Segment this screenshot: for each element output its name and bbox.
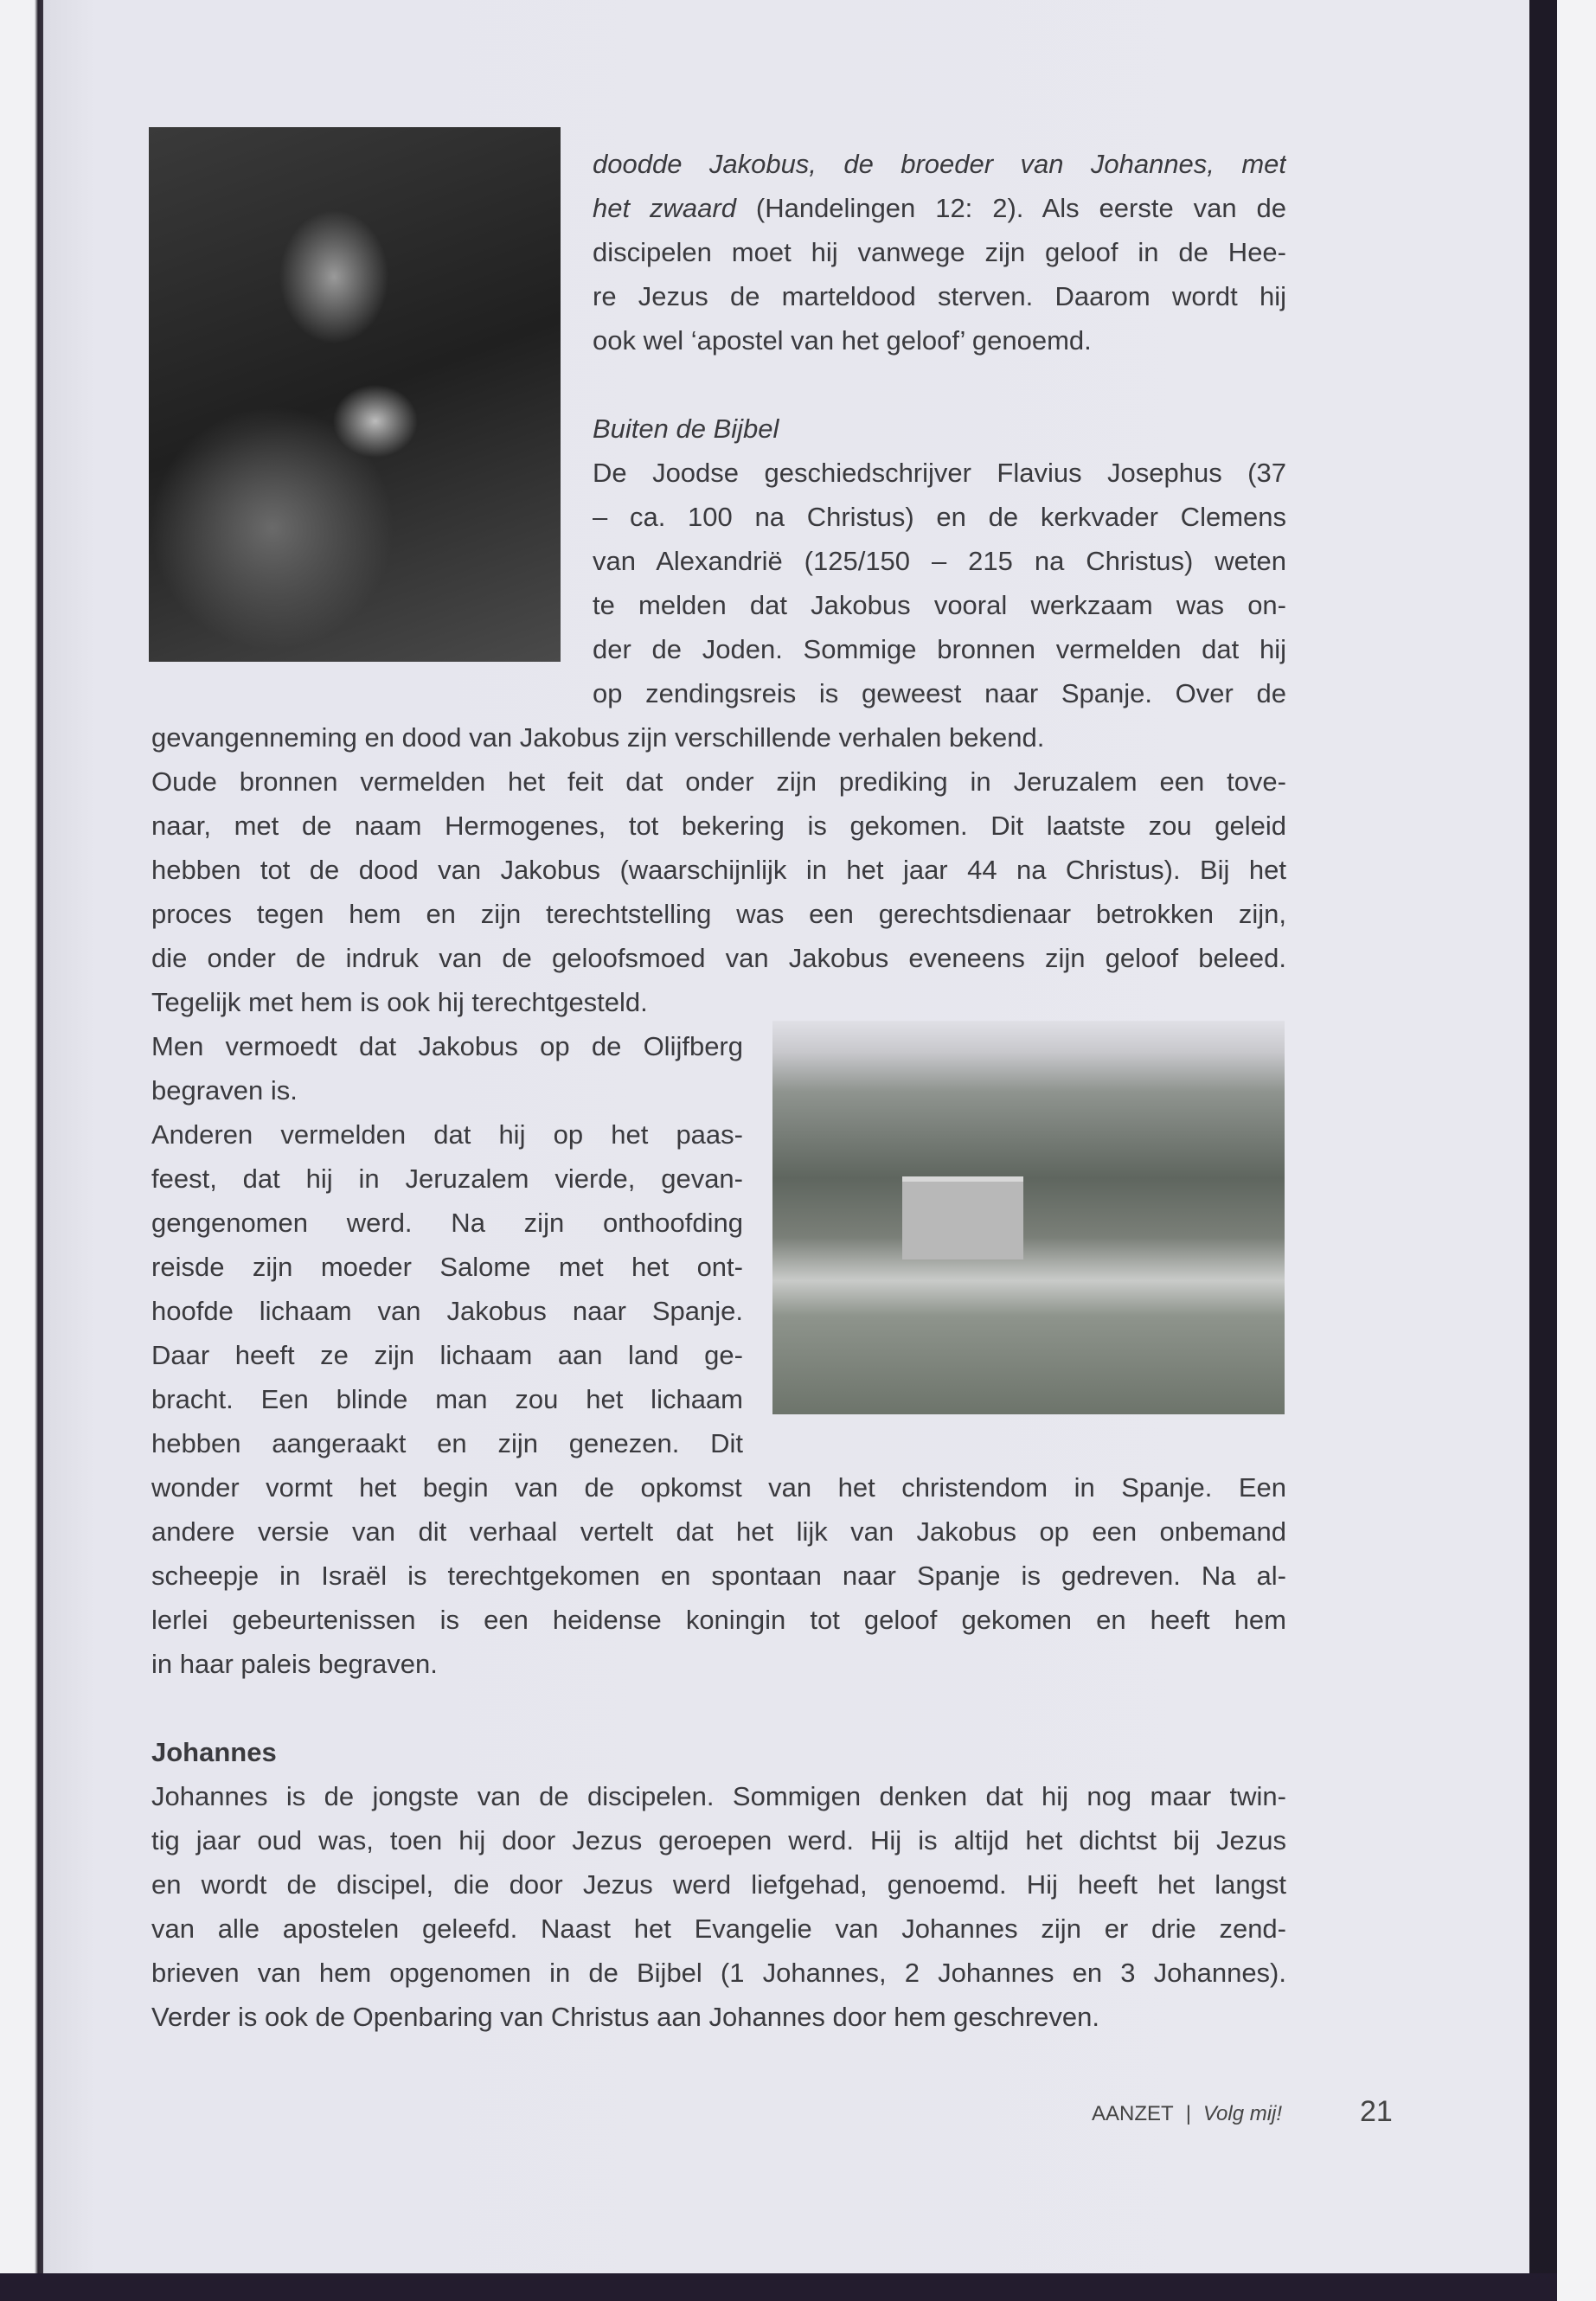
text-line: Tegelijk met hem is ook hij terechtgesteld. [151, 987, 648, 1017]
text-line: en wordt de discipel, die door Jezus werd liefgehad, genoemd. Hij heeft het langst [151, 1869, 1286, 1900]
text-line: Verder is ook de Openbaring van Christus aan Johannes door hem geschreven. [151, 2002, 1100, 2032]
text-line: van alle apostelen geleefd. Naast het Evangelie van Johannes zijn er drie zend- [151, 1913, 1286, 1944]
text-line: hebben aangeraakt en zijn genezen. Dit [151, 1428, 743, 1458]
text-line: re Jezus de marteldood sterven. Daarom wordt hij [593, 281, 1286, 311]
footer-series: AANZET [1092, 2102, 1174, 2125]
scan-edge-left [0, 0, 43, 2301]
text-line: der de Joden. Sommige bronnen vermelden dat hij [593, 634, 1286, 664]
scan-edge-right [1529, 0, 1557, 2301]
article-body [151, 142, 1286, 2039]
footer-title: Volg mij! [1202, 2102, 1283, 2125]
text-line: Johannes is de jongste van de discipelen. Sommigen denken dat hij nog maar twin- [151, 1781, 1286, 1811]
footer-separator: | [1185, 2102, 1191, 2125]
text-line: doodde Jakobus, de broeder van Johannes, met [593, 149, 1286, 179]
text-line: – ca. 100 na Christus) en de kerkvader Clemens [593, 502, 1286, 532]
text-line: Anderen vermelden dat hij op het paas- [151, 1119, 743, 1150]
text-line: hoofde lichaam van Jakobus naar Spanje. [151, 1296, 743, 1326]
text-line: brieven van hem opgenomen in de Bijbel (1 Johannes, 2 Johannes en 3 Johannes). [151, 1958, 1286, 1988]
text-line: proces tegen hem en zijn terechtstelling was een gerechtsdienaar betrokken zijn, [151, 899, 1286, 929]
text-line: bracht. Een blinde man zou het lichaam [151, 1384, 743, 1414]
text-line: naar, met de naam Hermogenes, tot bekering is gekomen. Dit laatste zou geleid [151, 811, 1286, 841]
text-line: feest, dat hij in Jeruzalem vierde, gevan- [151, 1163, 743, 1194]
scan-edge-bottom [0, 2273, 1557, 2301]
running-footer [1092, 2102, 1282, 2126]
text-line: Oude bronnen vermelden het feit dat onder zijn prediking in Jeruzalem een tove- [151, 766, 1286, 797]
blank-line [151, 1686, 1286, 1730]
text-line: tig jaar oud was, toen hij door Jezus geroepen werd. Hij is altijd het dichtst bij Jezus [151, 1825, 1286, 1856]
text-line: Daar heeft ze zijn lichaam aan land ge- [151, 1340, 743, 1370]
text-line: in haar paleis begraven. [151, 1649, 438, 1679]
blank-line [151, 362, 1286, 407]
text-line: gevangenneming en dood van Jakobus zijn verschillende verhalen bekend. [151, 722, 1045, 753]
subheading: Buiten de Bijbel [593, 413, 779, 444]
text-line: op zendingsreis is geweest naar Spanje. Over de [593, 678, 1286, 708]
text-line: te melden dat Jakobus vooral werkzaam was on- [593, 590, 1286, 620]
text-line: reisde zijn moeder Salome met het ont- [151, 1252, 743, 1282]
text-line: lerlei gebeurtenissen is een heidense koningin tot geloof gekomen en heeft hem [151, 1605, 1286, 1635]
text-line: De Joodse geschiedschrijver Flavius Josephus (37 [593, 458, 1286, 488]
text-line: hebben tot de dood van Jakobus (waarschijnlijk in het jaar 44 na Christus). Bij het [151, 855, 1286, 885]
text-line: Men vermoedt dat Jakobus op de Olijfberg [151, 1031, 743, 1061]
page-number: 21 [1360, 2095, 1393, 2128]
text-line [593, 186, 1286, 230]
text-line: gengenomen werd. Na zijn onthoofding [151, 1208, 743, 1238]
text-line: van Alexandrië (125/150 – 215 na Christus) weten [593, 546, 1286, 576]
section-heading-johannes: Johannes [151, 1737, 277, 1767]
text-line: ook wel ‘apostel van het geloof’ genoemd. [593, 325, 1092, 356]
quote-end: het zwaard [593, 193, 736, 223]
text-line: andere versie van dit verhaal vertelt dat het lijk van Jakobus op een onbemand [151, 1516, 1286, 1547]
scan-background [1557, 0, 1596, 2301]
text-line: scheepje in Israël is terechtgekomen en spontaan naar Spanje is gedreven. Na al- [151, 1561, 1286, 1591]
text-line: discipelen moet hij vanwege zijn geloof in de Hee- [593, 237, 1286, 267]
text-line: begraven is. [151, 1075, 298, 1106]
text-line: die onder de indruk van de geloofsmoed van Jakobus eveneens zijn geloof beleed. [151, 943, 1286, 973]
text-line: wonder vormt het begin van de opkomst van het christendom in Spanje. Een [151, 1472, 1286, 1503]
reference: (Handelingen 12: 2). Als eerste van de [755, 193, 1286, 223]
